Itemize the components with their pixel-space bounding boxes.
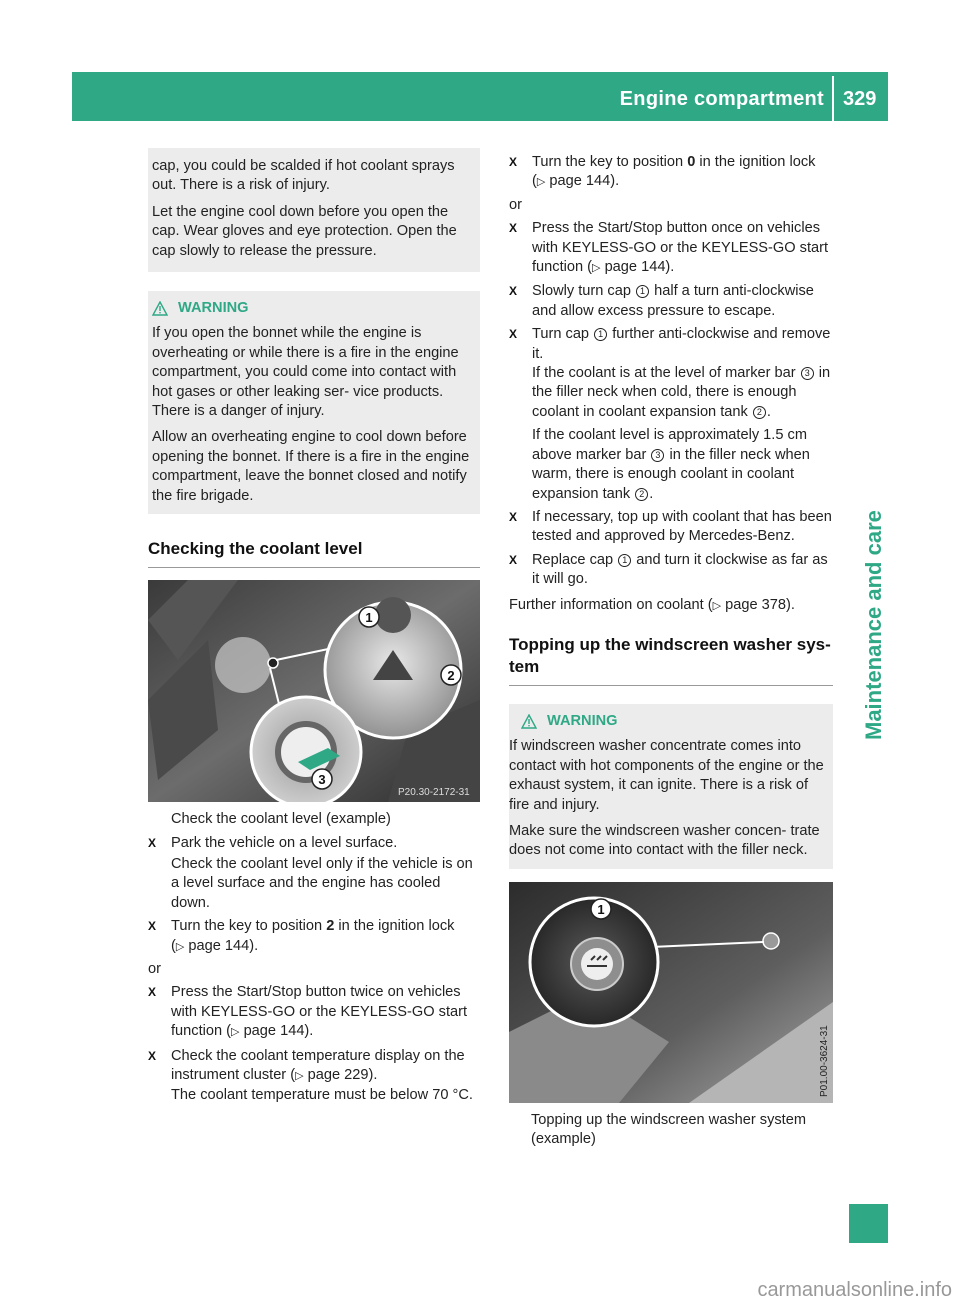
- warning-text: If you open the bonnet while the engine is overheating or while there is a fire in the engine compartment, you could come into contact with hot gases or other leaking ser- vice products. There is a danger of injury.: [152, 325, 459, 420]
- step-text: further anti-clockwise and remove it.: [532, 326, 831, 362]
- or-separator: or: [148, 960, 161, 977]
- page-number: 329: [843, 88, 877, 110]
- step-text: Slowly turn cap: [532, 283, 631, 300]
- page-ref-arrow-icon: ▷: [295, 1069, 304, 1082]
- page-ref-arrow-icon: ▷: [231, 1026, 240, 1039]
- further-info-text: Further information on coolant (: [509, 596, 713, 613]
- step-text: If necessary, top up with coolant that has been tested and approved by Mercedes-Benz.: [532, 508, 832, 545]
- step-note: Check the coolant level only if the vehicle is on a level surface and the engine has cooled down.: [171, 855, 473, 911]
- figure-code: P01.00-3624-31: [819, 1025, 830, 1097]
- side-chapter-label: Maintenance and care: [861, 510, 886, 740]
- page-reference[interactable]: page 144).: [243, 1023, 314, 1040]
- section-title: Topping up the windscreen washer sys- tem: [509, 634, 833, 686]
- step-note-text: in the filler neck when warm, there is enough coolant in coolant expansion tank: [532, 446, 810, 502]
- callout-2-icon: 2: [635, 488, 648, 501]
- page-reference[interactable]: page 378).: [725, 596, 795, 613]
- warning-heading: [509, 712, 829, 731]
- step-marker: X: [509, 327, 518, 342]
- step-text: Press the Start/Stop button once on vehicles with KEYLESS-GO or the KEYLESS-GO start function (: [532, 220, 829, 276]
- warning-heading: [152, 299, 476, 318]
- punctuation: .: [766, 403, 771, 420]
- instruction-step: X Turn the key to position 0 in the ignition lock (▷ page 144).: [509, 153, 833, 193]
- warning-triangle-icon: [152, 301, 168, 316]
- callout-1-icon: 1: [594, 328, 607, 341]
- warning-text: Let the engine cool down before you open the cap. Wear gloves and eye protection. Open the cap slowly to release the pressure.: [152, 203, 457, 259]
- or-separator: or: [509, 196, 522, 213]
- side-chapter-marker: [849, 1204, 888, 1243]
- callout-1-icon: 1: [636, 285, 649, 298]
- figure-code: P20.30-2172-31: [398, 787, 470, 799]
- step-text: Turn cap: [532, 326, 590, 343]
- figure-caption: Check the coolant level (example): [171, 811, 391, 828]
- callout-1-icon: 1: [618, 554, 631, 567]
- callout-3-icon: 3: [651, 449, 664, 462]
- punctuation: .: [649, 485, 654, 502]
- instruction-step: [509, 325, 833, 504]
- step-marker: X: [509, 221, 518, 236]
- warning-triangle-icon: [521, 714, 537, 729]
- washer-fluid-photo: [509, 882, 833, 1103]
- step-note: [532, 426, 833, 504]
- right-column: [509, 148, 833, 1150]
- instruction-step: [148, 1047, 480, 1106]
- page-reference[interactable]: page 144).: [549, 173, 620, 190]
- step-note: The coolant temperature must be below 70 °C.: [171, 1087, 473, 1104]
- callout-2-icon: 2: [753, 406, 766, 419]
- warning-text: If windscreen washer concentrate comes into contact with hot components of the engine or the exhaust system, it can ignite. There is a risk of fire and injury.: [509, 738, 824, 813]
- step-text: and turn it clockwise as far as it will go.: [532, 551, 828, 588]
- step-text: Check the coolant temperature display on the instrument cluster (: [171, 1047, 465, 1083]
- warning-box: [148, 291, 480, 514]
- page-ref-arrow-icon: ▷: [175, 940, 185, 953]
- step-marker: X: [509, 155, 518, 169]
- step-text: in the ignition lock: [695, 154, 816, 170]
- step-text: half a turn anti-clockwise and allow excess pressure to escape.: [532, 283, 814, 319]
- warning-text: Allow an overheating engine to cool down before opening the bonnet. If there is a fire in the engine compartment, leave the bonnet closed and notify the fire brigade.: [152, 429, 470, 504]
- key-position: 0: [687, 154, 696, 170]
- instruction-step: [148, 834, 480, 914]
- svg-text:1: 1: [365, 610, 373, 626]
- section-title: Checking the coolant level: [148, 538, 480, 568]
- step-text: Replace cap: [532, 551, 614, 568]
- page-reference[interactable]: page 144).: [604, 259, 675, 276]
- site-footer: carmanualsonline.info: [757, 1278, 952, 1301]
- step-marker: X: [509, 509, 518, 524]
- step-text: in the ignition lock: [334, 918, 455, 935]
- step-marker: X: [148, 919, 157, 934]
- callout-3-icon: 3: [801, 367, 814, 380]
- warning-title: WARNING: [178, 300, 249, 317]
- svg-text:1: 1: [597, 901, 605, 917]
- instruction-step: [509, 551, 833, 590]
- step-marker: X: [509, 552, 518, 567]
- step-text: Press the Start/Stop button twice on vehicles with KEYLESS-GO or the KEYLESS-GO start function (: [171, 984, 468, 1040]
- page-ref-arrow-icon: ▷: [536, 176, 546, 189]
- step-marker: X: [148, 1048, 157, 1063]
- warning-box: [509, 704, 833, 869]
- warning-text: cap, you could be scalded if hot coolant sprays out. There is a risk of injury.: [152, 158, 455, 194]
- svg-text:2: 2: [447, 668, 455, 684]
- step-note: in the filler neck when cold, there is enough coolant in coolant expansion tank: [532, 365, 831, 420]
- coolant-level-photo: [148, 580, 480, 802]
- key-position: 2: [326, 918, 335, 935]
- step-text: Turn the key to position: [171, 918, 327, 935]
- step-text: Park the vehicle on a level surface.: [171, 834, 398, 851]
- step-marker: X: [148, 985, 157, 1000]
- left-column: [148, 148, 480, 1106]
- step-text: Turn the key to position: [532, 154, 688, 170]
- page-reference[interactable]: page 144).: [188, 937, 259, 954]
- instruction-step: [509, 219, 833, 278]
- instruction-step: [509, 508, 833, 547]
- warning-text: Make sure the windscreen washer concen- trate does not come into contact with the filler neck.: [509, 822, 820, 859]
- page-reference[interactable]: page 229).: [307, 1066, 378, 1083]
- step-note: If the coolant is at the level of marker bar: [532, 365, 796, 382]
- warning-continuation-box: [148, 148, 480, 272]
- instruction-step: [509, 282, 833, 321]
- figure-callouts: [591, 899, 611, 919]
- header-separator: [832, 76, 834, 121]
- figure-caption: Topping up the windscreen washer system (example): [531, 1111, 806, 1148]
- svg-text:3: 3: [318, 772, 326, 788]
- step-note-text: If the coolant level is approximately 1.5 cm above marker bar: [532, 427, 807, 463]
- further-info: [509, 596, 833, 616]
- instruction-step: [148, 983, 480, 1042]
- instruction-step: X Turn the key to position 2 in the ignition lock (▷ page 144).: [148, 917, 480, 957]
- step-marker: X: [148, 835, 157, 850]
- section-header-title: Engine compartment: [619, 88, 824, 110]
- page-ref-arrow-icon: ▷: [712, 599, 722, 612]
- step-marker: X: [509, 284, 518, 299]
- page-ref-arrow-icon: ▷: [592, 262, 601, 275]
- warning-title: WARNING: [547, 712, 618, 729]
